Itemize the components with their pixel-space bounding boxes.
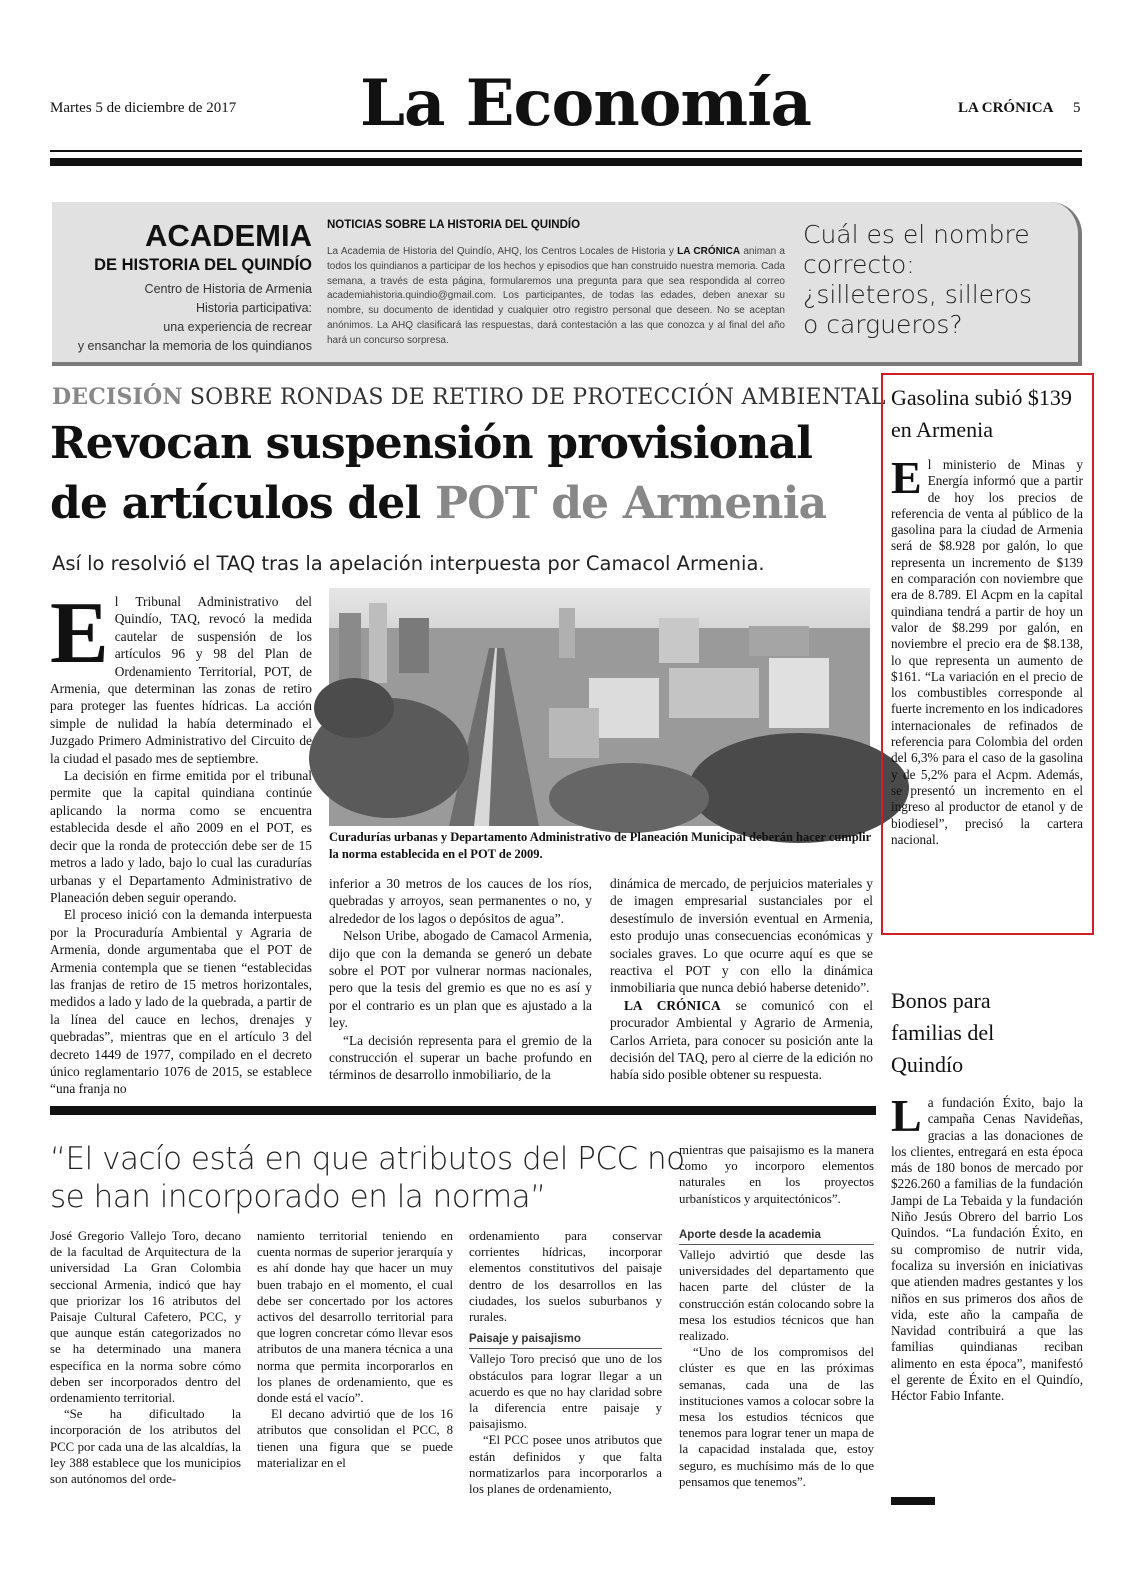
academia-line: una experiencia de recrear bbox=[163, 320, 312, 334]
main-col2-p3: “La decisión representa para el gremio de la construcción el superar un bache profundo en términos de desarrollo inmobiliario, de la bbox=[329, 1032, 592, 1083]
academia-news-header: NOTICIAS SOBRE LA HISTORIA DEL QUINDÍO bbox=[327, 219, 581, 231]
main-col1-p1: l Tribunal Administrativo del Quindío, TAQ, revocó la medida cautelar de suspensión de los artículos 96 y 98 del Plan de Ordenamiento Territorial, POT, de Armenia, que determinan las zonas de retiro para proteger las fuentes hídricas. La acción simple de nulidad la había determinado el Juzgado Primero Administrativo del Circuito de la ciudad el pasado mes de septiembre. bbox=[50, 594, 312, 766]
pcc-col3-p2: Vallejo Toro precisó que uno de los obstáculos para lograr llegar a un acuerdo es que no hay claridad sobre la diferencia entre paisaje y paisajismo. bbox=[469, 1352, 662, 1432]
academia-question: Cuál es el nombre correcto: ¿silleteros, silleros o cargueros? bbox=[803, 220, 1033, 339]
city-aerial-illustration bbox=[329, 588, 870, 826]
masthead-rule-thick bbox=[50, 158, 1082, 166]
pcc-subhead-academia: Aporte desde la academia bbox=[679, 1227, 874, 1245]
main-col1-p3: El proceso inició con la demanda interpuesta por la Procuraduría Ambiental y Agraria de Armenia, donde argumentaba que el POT de Armenia contempla que se tienen “establecidas las franjas de retiro de 15 metros horizontales, medidos a lado y lado de la quebrada, a partir de la línea del cauce en lechos, drenajes y quebradas”, mientras que en el artículo 3 del decreto 1449 de 1977, compilado en el decreto único reglamentario 1076 de 2015, se establece “una franja no bbox=[50, 907, 312, 1097]
pcc-col-4 bbox=[679, 1142, 874, 1558]
gasolina-text bbox=[891, 452, 1083, 927]
pcc-col4-p1: mientras que paisajismo es la manera como yo incorporo elementos naturales en los proyectos urbanísticos y arquitectónicos”. bbox=[679, 1143, 874, 1206]
main-headline-line-1: Revocan suspensión provisional bbox=[50, 418, 813, 469]
main-col3-p1: dinámica de mercado, de perjuicios materiales y de imagen empresarial sustanciales por el desestímulo de inversión eventual en Armenia, esto produjo unas consecuencias económicas y sociales graves. Lo que ocurre aquí es que se reactiva el POT y con ello la dinámica inmobiliaria que nunca debió haberse detenido”. bbox=[610, 876, 873, 996]
pcc-col4-p3: “Uno de los compromisos del clúster es que en las próximas semanas, cada una de las instituciones vamos a colocar sobre la mesa los estudios técnicos que tenemos para lograr tener un mapa de la capacidad instalada que, estoy seguro, es muchísimo más de lo que pensamos que tenemos”. bbox=[679, 1345, 874, 1489]
main-headline-line-2a: de artículos del bbox=[50, 478, 435, 529]
pcc-col1-p2: “Se ha dificultado la incorporación de los atributos del PCC por cada una de las alcaldías, la ley 388 establece que los municipios son autónomos del orde- bbox=[50, 1407, 241, 1487]
pcc-col4-p2: Vallejo advirtió que desde las universidades del departamento que hacen parte del clúster de la construcción están colocando sobre la mesa los estudios técnicos que han realizado. bbox=[679, 1248, 874, 1344]
bonos-dropcap: L bbox=[891, 1090, 922, 1141]
gasolina-title: Gasolina subió $139 en Armenia bbox=[891, 385, 1072, 442]
main-headline bbox=[50, 414, 880, 534]
main-col2-p2: Nelson Uribe, abogado de Camacol Armenia, dijo que con la demanda se generó un debate sobre el POT por vulnerar normas nacionales, pero que la tesis del gremio es que no es así y por el contrario es un plan que es ajustado a la ley. bbox=[329, 928, 592, 1031]
pcc-col2-p1: namiento territorial teniendo en cuenta normas de superior jerarquía y es ahí donde hay que hacer un muy buen trabajo en el momento, el cual debe ser concertado por los actores activos del desarrollo territorial para que logren concretar cómo llevar esos atributos de una manera técnica a una norma que permita incorporarlos en los planes de ordenamiento, que es donde está el vacío”. bbox=[257, 1229, 453, 1406]
pcc-col1-p1: José Gregorio Vallejo Toro, decano de la facultad de Arquitectura de la universidad La Gran Colombia seccional Armenia, indicó que hay que priorizar los 16 atributos del Paisaje Cultural Cafetero, PCC, y que aunque están categorizados no se ha determinado una manera específica en la norma sobre cómo deben ser incorporados dentro del ordenamiento territorial. bbox=[50, 1229, 241, 1406]
bonos-title: Bonos para familias del Quindío bbox=[891, 988, 995, 1077]
academia-news-brand: LA CRÓNICA bbox=[677, 246, 741, 257]
academia-news-text-a: La Academia de Historia del Quindío, AHQ, los Centros Locales de Historia y bbox=[327, 246, 678, 257]
main-headline-highlight: POT de Armenia bbox=[434, 478, 827, 529]
main-kicker-rest: SOBRE RONDAS DE RETIRO DE PROTECCIÓN AMBIENTAL bbox=[182, 385, 886, 410]
newspaper-name: LA CRÓNICA bbox=[958, 100, 1054, 116]
pcc-col-3 bbox=[469, 1228, 662, 1558]
pcc-col-1 bbox=[50, 1228, 241, 1558]
pcc-col2-p2: El decano advirtió que de los 16 atributos que consolidan el PCC, 8 tienen una figura que se puede materializar en el bbox=[257, 1407, 453, 1470]
pcc-subhead-paisaje: Paisaje y paisajismo bbox=[469, 1331, 662, 1349]
pcc-col3-p1: ordenamiento para conservar corrientes hídricas, incorporar elementos constitutivos del paisaje dentro de los desarrollos en las ciudades, los suelos suburbanos y rurales. bbox=[469, 1229, 662, 1325]
academia-news-text-b: animan a todos los quindianos a participar de los hechos y episodios que han construido nuestra memoria. Cada semana, a través de esta página, formularemos una pregunta para que sea respondida al correo academiahistoria.quindio@gmail.com. Los participantes, de todas las edades, deben anexar su nombre, su documento de identidad y cualquier otro registro personal que deseen. No se aceptan anónimos. La AHQ clasificará las respuestas, dará contestación a las que conozca y al final del año hará un concurso sorpresa. bbox=[327, 246, 785, 346]
academia-line: Historia participativa: bbox=[195, 301, 312, 315]
main-kicker-bold: DECISIÓN bbox=[52, 384, 183, 410]
main-col-3 bbox=[610, 875, 873, 1085]
main-col-1 bbox=[50, 585, 312, 1097]
academia-name: ACADEMIA bbox=[144, 218, 312, 253]
photo-caption: Curadurías urbanas y Departamento Administrativo de Planeación Municipal deberán hacer cumplir la norma establecida en el POT de 2009. bbox=[329, 830, 871, 861]
main-subhead: Así lo resolvió el TAQ tras la apelación interpuesta por Camacol Armenia. bbox=[52, 552, 765, 575]
bonos-body: a fundación Éxito, bajo la campaña Cenas Navideñas, gracias a las donaciones de los clientes, entregará en esta época más de 180 bonos de mercado por $226.260 a familias de la fundación Jampi de La Tebaida y la fundación Niño Jesús Obrero del barrio Los Quindos. “La fundación Éxito, en su compromiso de nutrir vida, focaliza su inversión en iniciativas que atienden madres gestantes y los niños en sus primeros dos años de vida, este año la campaña de Navidad contribuirá a que las familias quindianas reciban alimento en esta época”, manifestó el gerente de Éxito en el Quindío, Héctor Fabio Infante. bbox=[891, 1095, 1083, 1404]
page-number: 5 bbox=[1073, 100, 1081, 116]
city-aerial-photo bbox=[329, 588, 870, 826]
pcc-col-2 bbox=[257, 1228, 453, 1558]
main-col2-p1: inferior a 30 metros de los cauces de los ríos, quebradas y arroyos, sean permanentes o no, y alrededor de los lagos o depósitos de agua”. bbox=[329, 876, 592, 926]
main-col1-p2: La decisión en firme emitida por el tribunal permite que la capital quindiana continúe aplicando la norma como se encuentra establecida desde el año 2009 en el POT, es decir que la ronda de protección debe ser de 15 metros a lado y lado, bajo lo cual las curadurías urbanas y el Departamento Administrativo de Planeación deben seguir operando. bbox=[50, 768, 312, 905]
academia-news-text bbox=[327, 245, 785, 349]
academia-lines bbox=[60, 280, 312, 356]
section-divider bbox=[50, 1106, 876, 1115]
masthead-rule-thin bbox=[50, 150, 1082, 152]
main-col3-p2: se comunicó con el procurador Ambiental y Agrario de Armenia, Carlos Arrieta, para conocer su posición ante la decisión del TAQ, pero al cierre de la edición no había sido posible obtener su respuesta. bbox=[610, 997, 873, 1083]
bonos-text bbox=[891, 1090, 1083, 1485]
pcc-headline: “El vacío está en que atributos del PCC no se han incorporado en la norma” bbox=[50, 1141, 685, 1215]
academia-line: y ensanchar la memoria de los quindianos bbox=[77, 339, 312, 353]
main-dropcap: E bbox=[50, 585, 109, 682]
issue-date: Martes 5 de diciembre de 2017 bbox=[50, 100, 237, 116]
academia-subname: DE HISTORIA DEL QUINDÍO bbox=[94, 256, 312, 274]
main-col-2 bbox=[329, 875, 592, 1085]
main-col3-brand: LA CRÓNICA bbox=[624, 997, 721, 1013]
academia-line: Centro de Historia de Armenia bbox=[144, 282, 312, 296]
pcc-col3-p3: “El PCC posee unos atributos que están definidos y que falta normatizarlos para incorporarlos a los planes de ordenamiento, bbox=[469, 1433, 662, 1497]
gasolina-dropcap: E bbox=[891, 452, 922, 503]
main-kicker bbox=[52, 384, 886, 410]
section-title: La Economía bbox=[360, 66, 811, 141]
bonos-end-rule bbox=[891, 1497, 935, 1505]
gasolina-body: l ministerio de Minas y Energía informó que a partir de hoy los precios de referencia de venta al público de la gasolina para la ciudad de Armenia será de $8.928 por galón, lo que representa un incremento de $139 en comparación con noviembre que era de 8.789. El Acpm en la capital quindiana tendrá a partir de hoy un valor de $8.299 por galón, en noviembre el precio era de $8.138, lo que representa un aumento de $161. “La variación en el precio de los combustibles corresponde al fuerte incremento en los indicadores internacionales de refinados de referencia para Colombia del orden del 6,3% para el caso de la gasolina y de 5,2% para el Acpm. Además, se presentó un incremento en el ingreso al productor de etanol y de biodiesel”, precisó la cartera nacional. bbox=[891, 457, 1083, 847]
